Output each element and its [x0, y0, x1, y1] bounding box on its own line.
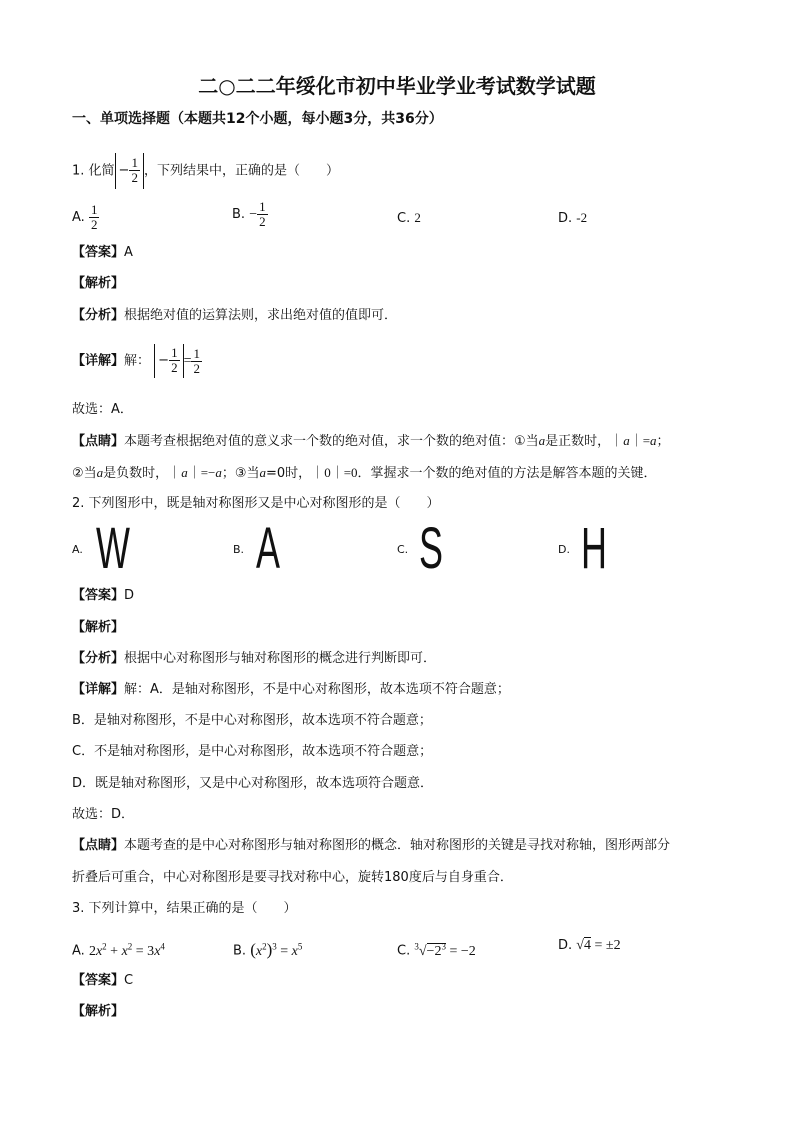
q2-dianjing-line2: 折叠后可重合，中心对称图形是要寻找对称中心，旋转180度后与自身重合． [72, 870, 513, 885]
q2-option-b-letter: A [256, 516, 280, 581]
q2-option-a-letter: W [96, 516, 130, 581]
q1-option-a-frac: $\frac{1}{2}$ [90, 202, 98, 232]
q1-fenxi: 【分析】根据绝对值的运算法则，求出绝对值的值即可． [72, 308, 398, 323]
q3-jiexi: 【解析】 [72, 1004, 125, 1019]
q1-dianjing-line2: ②当a是负数时，｜a｜=−a；③当a=0时，｜0｜=0．掌握求一个数的绝对值的方法是解答本题的关键． [72, 465, 657, 481]
q1-suffix: ，下列结果中，正确的是（ ） [143, 163, 339, 179]
q2-stem: 2. 下列图形中，既是轴对称图形又是中心对称图形的是（ ） [72, 496, 440, 511]
q2-option-c-letter: S [419, 516, 443, 581]
q1-option-c: C. 2 [397, 210, 421, 226]
q1-option-d: D. -2 [558, 210, 588, 226]
q1-dianjing-line1: 【点睛】本题考查根据绝对值的意义求一个数的绝对值，求一个数的绝对值：①当a是正数时，｜a｜=a； [72, 433, 670, 449]
q3-option-d: D. √4 = ±2 [558, 938, 621, 953]
q2-dianjing-line1: 【点睛】本题考查的是中心对称图形与轴对称图形的概念．轴对称图形的关键是寻找对称轴，图形两部分 [72, 838, 671, 853]
q2-line-d: D．既是轴对称图形，又是中心对称图形，故本选项符合题意． [72, 776, 434, 791]
q1-jiexi: 【解析】 [72, 276, 125, 291]
q2-fenxi: 【分析】根据中心对称图形与轴对称图形的概念进行判断即可． [72, 651, 437, 666]
page-title: 二○二二年绥化市初中毕业学业考试数学试题 [198, 74, 596, 98]
q3-option-a: A. $2x^2 + x^2 = 3x^4$ [72, 941, 165, 959]
q1-option-b: B. − $\frac{1}{2}$ [232, 199, 266, 229]
q1-xiangjie: 【详解】解： − $\frac{1}{2}$ = $\frac{1}{2}$ [72, 344, 202, 378]
q2-jiexi: 【解析】 [72, 620, 125, 635]
q2-option-c-label: C. [397, 543, 409, 556]
q2-option-d-letter: H [581, 516, 607, 581]
q3-option-c: C. $^3√-2^3 = -2$ [397, 941, 476, 959]
q1-prefix: 1. 化简 [72, 163, 115, 179]
q2-answer: 【答案】D [72, 588, 135, 603]
q3-stem: 3. 下列计算中，结果正确的是（ ） [72, 901, 297, 916]
q2-option-a-label: A. [72, 543, 83, 556]
q2-line-c: C．不是轴对称图形，是中心对称图形，故本选项不符合题意； [72, 744, 433, 759]
q1-answer: 【答案】A [72, 245, 133, 260]
q1-option-a: A. $\frac{1}{2}$ [72, 202, 98, 232]
q2-option-b-label: B. [233, 543, 245, 556]
q2-line-b: B．是轴对称图形，不是中心对称图形，故本选项不符合题意； [72, 713, 432, 728]
q2-guxuan: 故选：D． [72, 807, 135, 822]
q2-xiangjie: 【详解】解：A．是轴对称图形，不是中心对称图形，故本选项不符合题意； [72, 682, 510, 697]
q2-option-d-label: D. [558, 543, 570, 556]
q3-answer: 【答案】C [72, 973, 134, 988]
q3-option-b: B. $(x^2)^3 = x^5$ [233, 939, 303, 959]
q1-stem [72, 153, 339, 189]
q1-guxuan: 故选：A． [72, 402, 133, 417]
section-heading: 一、单项选择题（本题共12个小题，每小题3分，共36分） [72, 111, 443, 127]
q1-abs-expression: − $\frac{1}{2}$ [115, 153, 144, 189]
